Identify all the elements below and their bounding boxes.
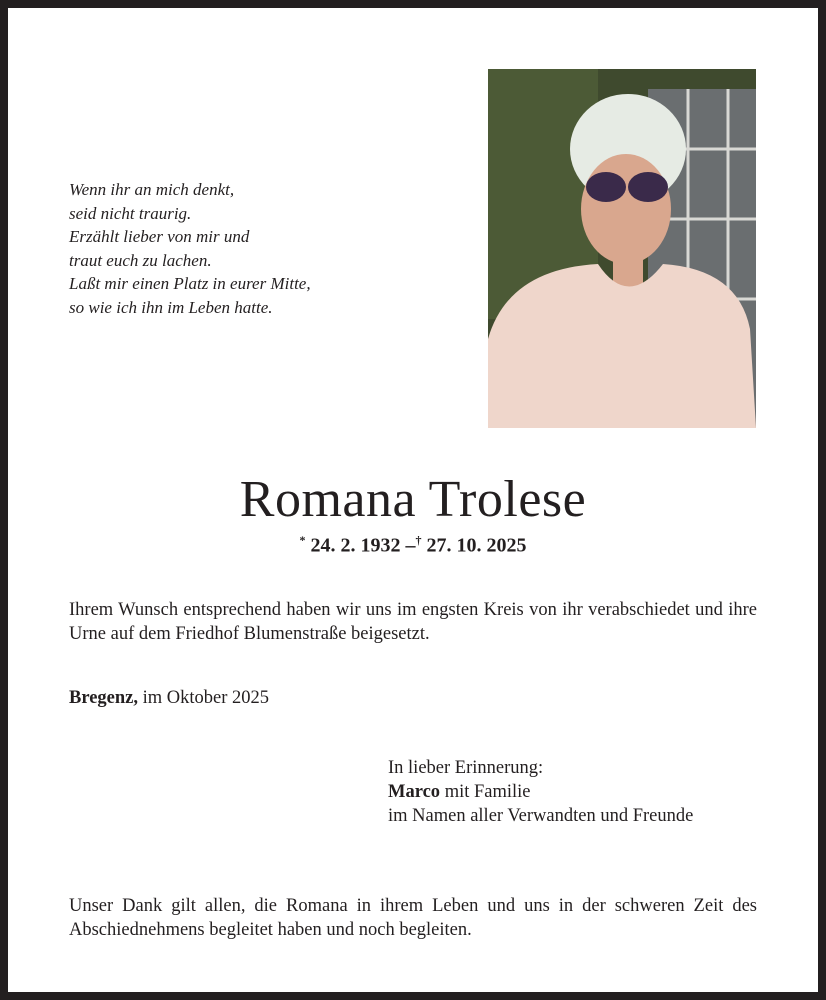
poem-line: traut euch zu lachen. — [69, 250, 212, 270]
poem — [69, 178, 311, 319]
birth-date: 24. 2. 1932 — [310, 534, 401, 557]
poem-line: Wenn ihr an mich denkt, — [69, 180, 235, 199]
deceased-name: Romana Trolese — [239, 471, 587, 528]
poem-line: seid nicht traurig. — [69, 203, 192, 223]
signature-intro: In lieber Erinnerung: — [388, 758, 544, 778]
birth-symbol: * — [299, 533, 306, 547]
signer-others: im Namen aller Verwandten und Freunde — [388, 806, 694, 826]
poem-line: so wie ich ihn im Leben hatte. — [69, 297, 273, 317]
signature-block — [388, 756, 693, 828]
poem-line: Laßt mir einen Platz in eurer Mitte, — [69, 274, 311, 293]
obituary-page — [8, 8, 818, 992]
place-date — [69, 688, 269, 709]
death-date: 27. 10. 2025 — [426, 534, 527, 557]
signer-name: Marco — [388, 782, 441, 802]
announcement-text: Ihrem Wunsch entsprechend haben wir uns im engsten Kreis von ihr verabschiedet und ihre Urne auf dem Friedhof Blumenstraße beigesetzt. — [69, 600, 757, 644]
signer-family: mit Familie — [444, 782, 531, 802]
poem-line: Erzählt lieber von mir und — [69, 227, 250, 246]
portrait-photo — [488, 69, 756, 428]
thanks-text: Unser Dank gilt allen, die Romana in ihrem Leben und uns in der schweren Zeit des Abschiednehmens begleitet haben und noch begleiten. — [69, 896, 757, 940]
city: Bregenz, — [69, 688, 139, 708]
month-year: im Oktober 2025 — [142, 688, 270, 708]
life-dates — [8, 533, 818, 558]
date-separator: – — [405, 534, 416, 557]
death-symbol: † — [415, 533, 422, 547]
